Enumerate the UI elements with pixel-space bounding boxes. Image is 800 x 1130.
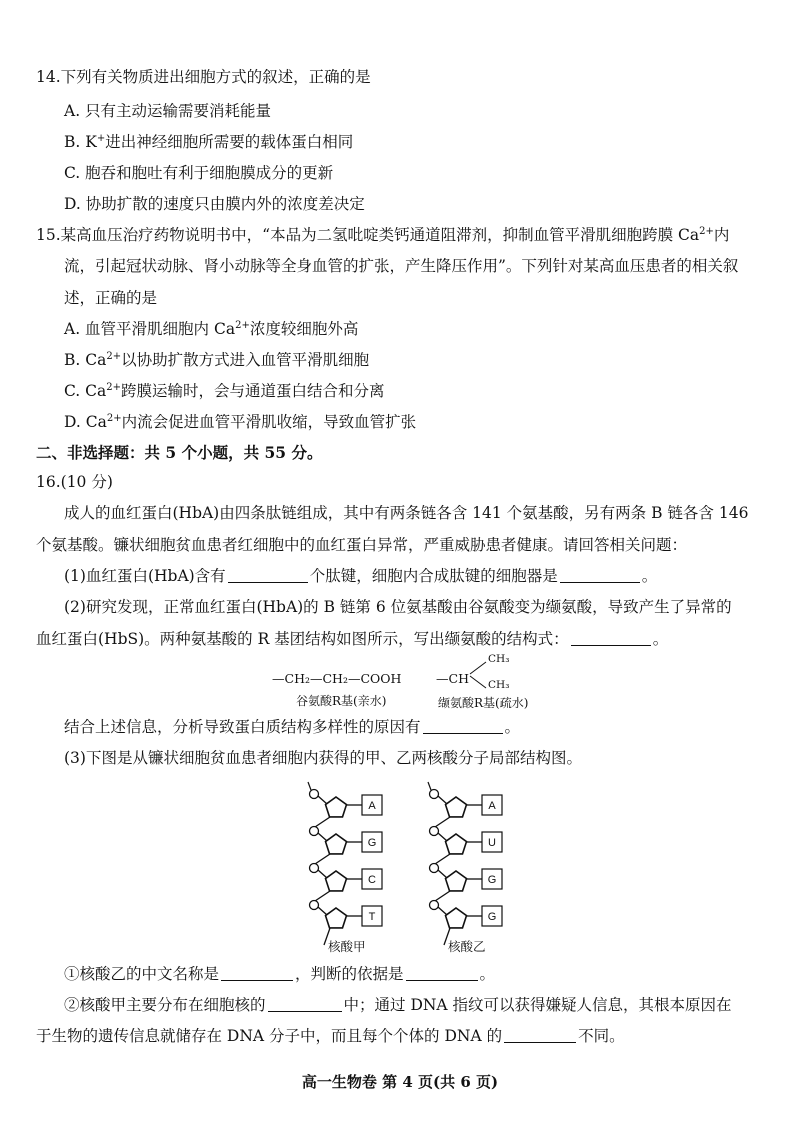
q15-stem-line3: 述，正确的是 [64, 289, 158, 307]
q16-part3-q2-line2: 于生物的遗传信息就储存在 DNA 分子中，而且每个个体的 DNA 的 不同。 [36, 1027, 625, 1045]
yi-phosphate-0 [430, 790, 439, 799]
jia-phosphate-0 [310, 790, 319, 799]
valine-ch3-top: CH₃ [488, 653, 510, 665]
yi-base-3: G [487, 911, 497, 923]
q14-stem: 14.下列有关物质进出细胞方式的叙述，正确的是 [36, 68, 371, 86]
yi-base-0: A [488, 800, 496, 812]
valine-r-group-label: 缬氨酸R基(疏水) [438, 696, 529, 710]
q16-part1: (1)血红蛋白(HbA)含有 个肽键，细胞内合成肽键的细胞器是 。 [64, 567, 658, 585]
yi-sugar-1 [446, 834, 467, 854]
valine-r-group-left: —CH [436, 671, 469, 686]
yi-backbone-2 [435, 891, 450, 901]
q15-option-a: A. 血管平滑肌细胞内 $Ca^{2+}$浓度较细胞外高 [64, 320, 359, 338]
q15-option-d: D. $Ca^{2+}$内流会促进血管平滑肌收缩，导致血管扩张 [64, 413, 417, 431]
answer-blank[interactable] [571, 629, 651, 646]
q15-stem-line2: 流，引起冠状动脉、肾小动脉等全身血管的扩张，产生降压作用”。下列针对某高血压患者的相关叙 [64, 257, 739, 275]
yi-sugar-0 [446, 797, 467, 817]
yi-phosphate-3 [430, 901, 439, 910]
yi-bond-1 [438, 833, 447, 841]
valine-ch3-bottom: CH₃ [488, 679, 510, 691]
yi-sugar-2 [446, 871, 467, 891]
jia-strand-end [308, 782, 311, 790]
strand-yi-label: 核酸乙 [448, 939, 486, 954]
page-footer: 高一生物卷 第 4 页(共 6 页) [301, 1073, 499, 1091]
jia-backbone-0 [315, 817, 330, 827]
yi-backbone-0 [435, 817, 450, 827]
yi-phosphate-1 [430, 827, 439, 836]
jia-sugar-0 [326, 797, 347, 817]
q16-part2-line3: 结合上述信息，分析导致蛋白质结构多样性的原因有 。 [64, 718, 521, 736]
strand-jia-label: 核酸甲 [328, 939, 366, 954]
q14-option-a: A. 只有主动运输需要消耗能量 [64, 102, 272, 120]
yi-bond-3 [438, 907, 447, 915]
answer-blank[interactable] [406, 964, 478, 981]
yi-backbone-1 [435, 854, 450, 864]
q16-part3-q1: ①核酸乙的中文名称是 ，判断的依据是 。 [64, 965, 496, 983]
answer-blank[interactable] [228, 566, 308, 583]
yi-sugar-3 [446, 908, 467, 928]
answer-blank[interactable] [504, 1026, 576, 1043]
yi-base-1: U [488, 837, 496, 849]
q15-option-c: C. $Ca^{2+}$跨膜运输时，会与通道蛋白结合和分离 [64, 382, 385, 400]
jia-sugar-3 [326, 908, 347, 928]
jia-phosphate-3 [310, 901, 319, 910]
q16-part3-q2-line1: ②核酸甲主要分布在细胞核的 中；通过 DNA 指纹可以获得嫌疑人信息，其根本原因在 [64, 996, 732, 1014]
jia-phosphate-2 [310, 864, 319, 873]
jia-sugar-1 [326, 834, 347, 854]
q14-option-b: B. K+进出神经细胞所需要的载体蛋白相同 [64, 133, 354, 151]
yi-strand-end [428, 782, 431, 790]
jia-backbone-1 [315, 854, 330, 864]
glutamate-r-group-label: 谷氨酸R基(亲水) [296, 694, 387, 708]
q16-part2-line1: (2)研究发现，正常血红蛋白(HbA)的 B 链第 6 位氨基酸由谷氨酸变为缬氨酸，导致产生了异常的 [64, 598, 732, 616]
jia-base-1: G [367, 837, 377, 849]
jia-phosphate-1 [310, 827, 319, 836]
yi-bond-2 [438, 870, 447, 878]
section-heading: 二、非选择题：共 5 个小题，共 55 分。 [36, 443, 323, 462]
jia-backbone-2 [315, 891, 330, 901]
jia-base-0: A [368, 800, 376, 812]
glutamate-r-group-formula: —CH₂—CH₂—COOH [272, 671, 402, 686]
answer-blank[interactable] [268, 995, 342, 1012]
jia-base-2: C [368, 874, 376, 886]
q15-option-b: B. $Ca^{2+}$以协助扩散方式进入血管平滑肌细胞 [64, 351, 370, 369]
q16-part2-line2: 血红蛋白(HbS)。两种氨基酸的 R 基团结构如图所示，写出缬氨酸的结构式： 。 [36, 630, 669, 648]
q14-option-c: C. 胞吞和胞吐有利于细胞膜成分的更新 [64, 164, 334, 182]
answer-blank[interactable] [560, 566, 640, 583]
q16-header: 16.(10 分) [36, 473, 113, 491]
strand-yi [428, 782, 502, 945]
q16-intro-line2: 个氨基酸。镰状细胞贫血患者红细胞中的血红蛋白异常，严重威胁患者健康。请回答相关问题： [36, 536, 688, 554]
answer-blank[interactable] [423, 717, 503, 734]
q16-part3: (3)下图是从镰状细胞贫血患者细胞内获得的甲、乙两核酸分子局部结构图。 [64, 749, 582, 767]
jia-bond-2 [318, 870, 327, 878]
yi-base-2: G [487, 874, 497, 886]
q15-stem-line1: 15.某高血压治疗药物说明书中，“本品为二氢吡啶类钙通道阻滞剂，抑制血管平滑肌细胞跨膜 $Ca^{2+}$内 [36, 226, 730, 244]
answer-blank[interactable] [221, 964, 293, 981]
q14-option-d: D. 协助扩散的速度只由膜内外的浓度差决定 [64, 195, 365, 213]
jia-bond-3 [318, 907, 327, 915]
yi-bond-0 [438, 796, 447, 804]
yi-phosphate-2 [430, 864, 439, 873]
jia-sugar-2 [326, 871, 347, 891]
strand-jia [308, 782, 382, 945]
jia-bond-0 [318, 796, 327, 804]
jia-bond-1 [318, 833, 327, 841]
q16-intro-line1: 成人的血红蛋白(HbA)由四条肽链组成，其中有两条链各含 141 个氨基酸，另有两条 B 链各含 146 [64, 504, 749, 522]
nucleic-acid-diagram [290, 778, 520, 958]
jia-base-3: T [368, 911, 376, 923]
